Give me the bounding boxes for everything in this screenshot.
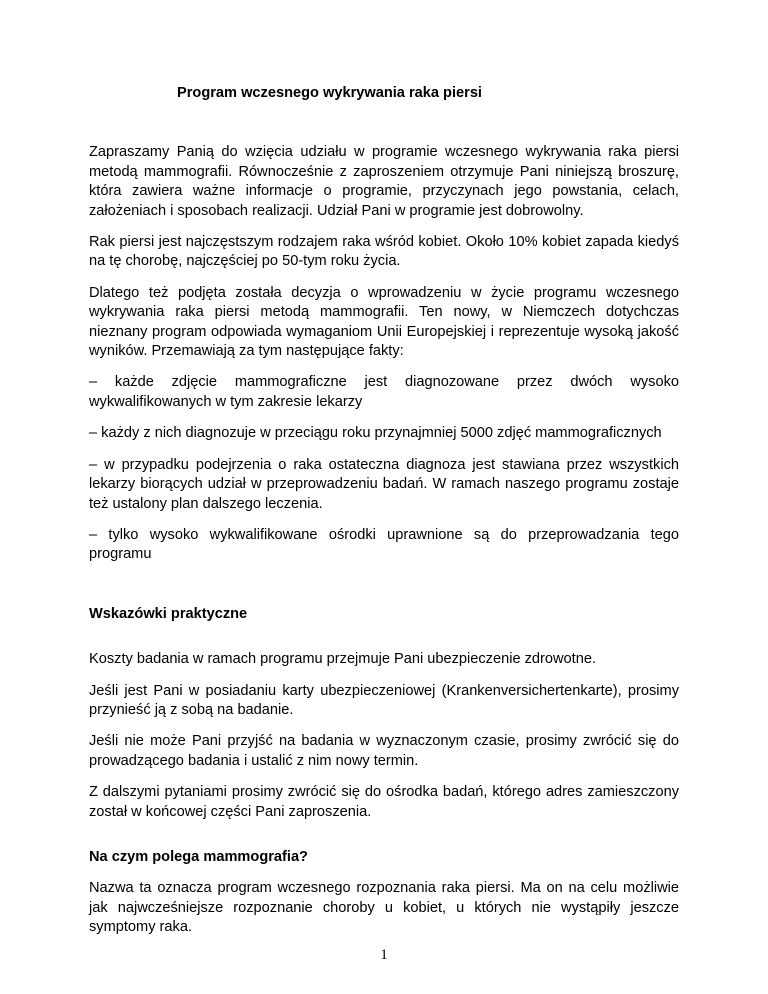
intro-paragraph-1: Zapraszamy Panią do wzięcia udziału w programie wczesnego wykrywania raka piersi metodą mammografii. Równocześnie z zaproszeniem otrzymuje Pani niniejszą broszurę, która zawiera ważne informacje o programie, przyczynach jego powstania, celach, założeniach i sposobach realizacji. Udział Pani w programie jest dobrowolny. xyxy=(89,144,679,219)
fact-item-4: – tylko wysoko wykwalifikowane ośrodki uprawnione są do przeprowadzania tego programu xyxy=(89,526,679,563)
mammography-paragraph: Nazwa ta oznacza program wczesnego rozpoznania raka piersi. Ma on na celu możliwie jak najwcześniejsze rozpoznanie choroby u kobiet, u których nie wystąpiły jeszcze symptomy raka. xyxy=(89,880,679,936)
practical-paragraph-4: Z dalszymi pytaniami prosimy zwrócić się do ośrodka badań, którego adres zamieszczony został w końcowej części Pani zaproszenia. xyxy=(89,784,679,820)
fact-item-3: – w przypadku podejrzenia o raka ostateczna diagnoza jest stawiana przez wszystkich lekarzy biorących udział w przeprowadzeniu badań. W ramach naszego programu zostaje też ustalony plan dalszego leczenia. xyxy=(89,456,679,512)
practical-paragraph-3: Jeśli nie może Pani przyjść na badania w wyznaczonym czasie, prosimy zwrócić się do prowadzącego badania i ustalić z nim nowy termin. xyxy=(89,733,679,769)
intro-paragraph-2: Rak piersi jest najczęstszym rodzajem raka wśród kobiet. Około 10% kobiet zapada kiedyś na tę chorobę, najczęściej po 50-tym roku życia. xyxy=(89,234,679,270)
practical-paragraph-1: Koszty badania w ramach programu przejmuje Pani ubezpieczenie zdrowotne. xyxy=(89,651,596,668)
practical-paragraph-2: Jeśli jest Pani w posiadaniu karty ubezpieczeniowej (Krankenversichertenkarte), prosimy przynieść ją z sobą na badanie. xyxy=(89,682,679,718)
fact-item-2: – każdy z nich diagnozuje w przeciągu roku przynajmniej 5000 zdjęć mammograficznych xyxy=(89,425,662,442)
fact-item-1: – każde zdjęcie mammograficzne jest diagnozowane przez dwóch wysoko wykwalifikowanych w tym zakresie lekarzy xyxy=(89,374,679,410)
practical-heading: Wskazówki praktyczne xyxy=(89,605,248,622)
intro-paragraph-3: Dlatego też podjęta została decyzja o wprowadzeniu w życie programu wczesnego wykrywania raka piersi metodą mammografii. Ten nowy, w Niemczech dotychczas nieznany program odpowiada wymaganiom Unii Europejskiej i reprezentuje wysoką jakość wyników. Przemawiają za tym następujące fakty: xyxy=(89,284,679,360)
document-title: Program wczesnego wykrywania raka piersi xyxy=(177,85,482,101)
mammography-heading: Na czym polega mammografia? xyxy=(89,848,308,865)
page-number: 1 xyxy=(380,947,388,963)
document-body xyxy=(89,84,679,938)
